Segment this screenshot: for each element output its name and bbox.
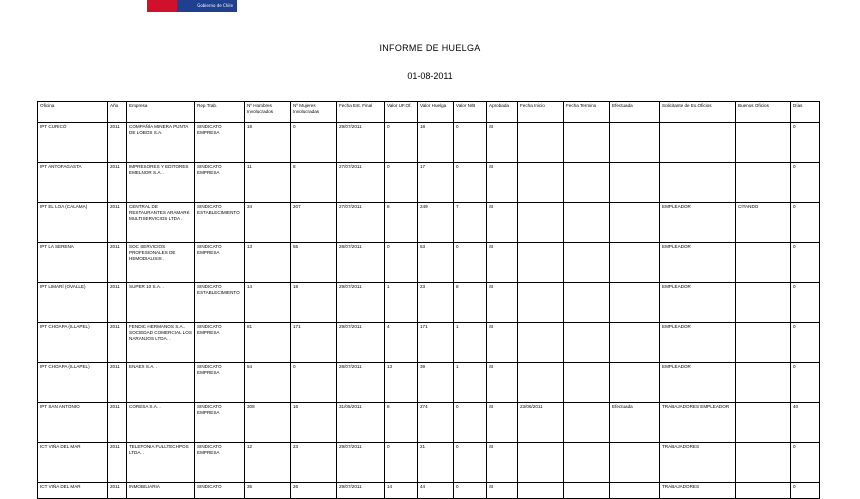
table-cell: COMPAÑÍA MINERA PUNTA DE LOBOS S.A. bbox=[127, 123, 195, 163]
table-cell bbox=[610, 123, 660, 163]
table-cell: SI bbox=[487, 323, 518, 363]
table-cell bbox=[564, 123, 610, 163]
table-cell: 29/07/2011 bbox=[337, 323, 385, 363]
table-cell: 14 bbox=[385, 483, 418, 499]
table-cell: 35 bbox=[245, 483, 291, 499]
table-cell: IPT CURICÓ bbox=[38, 123, 108, 163]
table-cell bbox=[518, 163, 564, 203]
table-cell bbox=[564, 443, 610, 483]
column-header: Efectuada bbox=[610, 102, 660, 123]
table-cell: 0 bbox=[454, 443, 487, 483]
table-header-row bbox=[38, 102, 820, 123]
column-header: Valor N/B bbox=[454, 102, 487, 123]
table-cell: SINDICATO EMPRESA bbox=[195, 363, 245, 403]
table-cell: SINDICATO EMPRESA bbox=[195, 123, 245, 163]
column-header: Días bbox=[791, 102, 820, 123]
table-cell: CORESA S.A. . bbox=[127, 403, 195, 443]
table-cell: IPT EL LOA (CALAMA) bbox=[38, 203, 108, 243]
table-cell: SI bbox=[487, 483, 518, 499]
table-cell bbox=[564, 323, 610, 363]
table-cell: 29/07/2011 bbox=[337, 123, 385, 163]
table-cell: 81 bbox=[245, 323, 291, 363]
table-cell: 53 bbox=[418, 243, 454, 283]
table-cell: EMPLEADOR bbox=[660, 283, 736, 323]
table-cell: TRABAJADORES EMPLEADOR bbox=[660, 403, 736, 443]
table-cell bbox=[736, 163, 791, 203]
table-cell bbox=[660, 163, 736, 203]
table-cell: 2011 bbox=[108, 203, 127, 243]
table-cell bbox=[660, 123, 736, 163]
column-header: Valor Huelga bbox=[418, 102, 454, 123]
table-row bbox=[38, 163, 820, 203]
table-cell: IPT ANTOFAGASTA bbox=[38, 163, 108, 203]
table-cell: SI bbox=[487, 123, 518, 163]
table-cell: TRABAJADORES bbox=[660, 483, 736, 499]
table-cell: 21 bbox=[418, 443, 454, 483]
column-header: Fecha Termino bbox=[564, 102, 610, 123]
table-row bbox=[38, 283, 820, 323]
table-cell: 54 bbox=[245, 363, 291, 403]
table-cell: 14 bbox=[245, 283, 291, 323]
table-cell bbox=[518, 283, 564, 323]
table-cell: INMOBILIARIA bbox=[127, 483, 195, 499]
table-cell bbox=[610, 483, 660, 499]
table-cell: SI bbox=[487, 443, 518, 483]
table-cell: 2011 bbox=[108, 123, 127, 163]
table-cell: 31/05/2011 bbox=[337, 403, 385, 443]
table-cell: 0 bbox=[291, 363, 337, 403]
table-cell: IPT CHOAPA (ILLAPEL) bbox=[38, 363, 108, 403]
table-cell: 0 bbox=[454, 163, 487, 203]
table-cell bbox=[736, 363, 791, 403]
table-cell: 29/07/2011 bbox=[337, 443, 385, 483]
table-cell: 7 bbox=[454, 203, 487, 243]
table-cell: 0 bbox=[454, 483, 487, 499]
table-cell bbox=[736, 483, 791, 499]
table-row bbox=[38, 443, 820, 483]
table-cell: CENTRAL DE RESTAURANTES ARAMARK MULTISERVICIOS LTDA . bbox=[127, 203, 195, 243]
table-cell: 13 bbox=[385, 363, 418, 403]
table-cell: 2011 bbox=[108, 483, 127, 499]
table-cell: IMPRESORES Y EDITORES EMELNOR S.A. . bbox=[127, 163, 195, 203]
table-cell: 23 bbox=[418, 283, 454, 323]
table-cell bbox=[564, 483, 610, 499]
table-cell: 2011 bbox=[108, 163, 127, 203]
table-cell: 4 bbox=[385, 323, 418, 363]
table-cell: TELEFONIA FULLTECHPOS LTDA. . bbox=[127, 443, 195, 483]
table-cell bbox=[518, 323, 564, 363]
table-cell: 0 bbox=[454, 123, 487, 163]
table-cell: 40 bbox=[791, 403, 820, 443]
column-header: Oficina bbox=[38, 102, 108, 123]
table-cell: 274 bbox=[418, 403, 454, 443]
logo-red-block bbox=[147, 0, 177, 12]
table-cell: 16 bbox=[291, 403, 337, 443]
table-cell: 2011 bbox=[108, 323, 127, 363]
table-cell: SI bbox=[487, 243, 518, 283]
report-title: INFORME DE HUELGA bbox=[379, 43, 481, 53]
table-cell: 39 bbox=[418, 363, 454, 403]
table-body bbox=[38, 123, 820, 499]
table-cell: 2011 bbox=[108, 443, 127, 483]
table-cell: SINDICATO EMPRESA bbox=[195, 163, 245, 203]
table-cell: 28/07/2011 bbox=[337, 363, 385, 403]
table-cell: CITANDO bbox=[736, 203, 791, 243]
table-cell: 23 bbox=[291, 443, 337, 483]
table-cell: SI bbox=[487, 203, 518, 243]
table-cell bbox=[610, 363, 660, 403]
table-cell bbox=[564, 363, 610, 403]
table-cell: Efectuada bbox=[610, 403, 660, 443]
table-cell: SINDICATO bbox=[195, 483, 245, 499]
column-header: Fecha Inicio bbox=[518, 102, 564, 123]
column-header: Rep.Trab. bbox=[195, 102, 245, 123]
table-cell: SINDICATO EMPRESA bbox=[195, 403, 245, 443]
table-cell bbox=[736, 323, 791, 363]
table-cell: SINDICATO EMPRESA bbox=[195, 443, 245, 483]
table-cell bbox=[564, 403, 610, 443]
table-cell: 27/07/2011 bbox=[337, 163, 385, 203]
table-cell: 23/06/2011 bbox=[518, 403, 564, 443]
table-cell: 0 bbox=[791, 163, 820, 203]
table-cell bbox=[518, 203, 564, 243]
table-cell bbox=[610, 243, 660, 283]
table-cell: 0 bbox=[791, 123, 820, 163]
strike-report-table bbox=[37, 101, 820, 499]
table-cell: 249 bbox=[418, 203, 454, 243]
table-cell: 28/07/2011 bbox=[337, 243, 385, 283]
table-cell bbox=[518, 123, 564, 163]
table-cell: 18 bbox=[291, 283, 337, 323]
table-cell: 26 bbox=[291, 483, 337, 499]
table-cell: SI bbox=[487, 403, 518, 443]
table-cell: 29/07/2011 bbox=[337, 283, 385, 323]
column-header: Fecha Est. Final bbox=[337, 102, 385, 123]
table-row bbox=[38, 203, 820, 243]
table-cell: SINDICATO ESTABLECIMIENTO bbox=[195, 283, 245, 323]
table-cell: 0 bbox=[791, 323, 820, 363]
table-cell: 2011 bbox=[108, 403, 127, 443]
column-header: Valor UF.Of. bbox=[385, 102, 418, 123]
logo-text: Gobierno de Chile bbox=[197, 3, 233, 8]
table-cell: SI bbox=[487, 283, 518, 323]
table-cell: TRABAJADORES bbox=[660, 443, 736, 483]
table-cell: 0 bbox=[385, 163, 418, 203]
table-cell: 8 bbox=[454, 283, 487, 323]
table-cell: 1 bbox=[454, 363, 487, 403]
table-cell: 0 bbox=[791, 283, 820, 323]
table-cell: ICT VIÑA DEL MAR bbox=[38, 443, 108, 483]
table-cell: 0 bbox=[385, 123, 418, 163]
table-cell: FENDIC HERMANOS S.A.. SOCIEDAD COMERCIAL LOS NARANJOS LTDA. . bbox=[127, 323, 195, 363]
column-header: Nº Hombres Involucrados bbox=[245, 102, 291, 123]
table-cell bbox=[610, 203, 660, 243]
column-header: Aprobada bbox=[487, 102, 518, 123]
gobierno-logo bbox=[147, 0, 237, 12]
column-header: Empresa bbox=[127, 102, 195, 123]
table-cell: 55 bbox=[291, 243, 337, 283]
table-cell: SINDICATO EMPRESA bbox=[195, 323, 245, 363]
table-cell: SINDICATO EMPRESA bbox=[195, 243, 245, 283]
table-cell: 1 bbox=[385, 283, 418, 323]
table-cell: 0 bbox=[791, 203, 820, 243]
table-cell: SI bbox=[487, 363, 518, 403]
table-cell bbox=[610, 443, 660, 483]
table-cell: 12 bbox=[245, 443, 291, 483]
column-header: Solicitante de Ex.Oficios bbox=[660, 102, 736, 123]
table-cell: EMPLEADOR bbox=[660, 243, 736, 283]
table-cell: 18 bbox=[418, 123, 454, 163]
table-row bbox=[38, 323, 820, 363]
table-cell: 13 bbox=[245, 243, 291, 283]
table-cell bbox=[564, 163, 610, 203]
table-cell bbox=[564, 203, 610, 243]
table-cell: 44 bbox=[418, 483, 454, 499]
table-cell: IPT LIMARÍ (OVALLE) bbox=[38, 283, 108, 323]
table-cell: IPT LA SERENA bbox=[38, 243, 108, 283]
table-cell: ENAEX S.A. . bbox=[127, 363, 195, 403]
table-row bbox=[38, 363, 820, 403]
table-cell bbox=[736, 443, 791, 483]
table-row bbox=[38, 483, 820, 499]
column-header: Buenos Oficios bbox=[736, 102, 791, 123]
table-cell: 0 bbox=[454, 243, 487, 283]
table-cell: 18 bbox=[245, 123, 291, 163]
table-cell: 0 bbox=[791, 243, 820, 283]
table-cell: 207 bbox=[291, 203, 337, 243]
column-header: Nº Mujeres Involucradas bbox=[291, 102, 337, 123]
table-cell: 11 bbox=[245, 163, 291, 203]
table-cell: IPT CHOAPA (ILLAPEL) bbox=[38, 323, 108, 363]
table-cell: 0 bbox=[791, 483, 820, 499]
table-cell: 8 bbox=[291, 163, 337, 203]
table-cell: 171 bbox=[418, 323, 454, 363]
table-cell bbox=[610, 283, 660, 323]
table-cell: EMPLEADOR bbox=[660, 363, 736, 403]
report-date: 01-08-2011 bbox=[407, 71, 453, 81]
table-cell bbox=[518, 443, 564, 483]
table-cell: 27/07/2011 bbox=[337, 203, 385, 243]
table-row bbox=[38, 123, 820, 163]
table-cell bbox=[564, 283, 610, 323]
table-cell: 2011 bbox=[108, 363, 127, 403]
table-cell: EMPLEADOR bbox=[660, 203, 736, 243]
table-cell bbox=[736, 283, 791, 323]
table-cell bbox=[736, 243, 791, 283]
table-cell: 17 bbox=[418, 163, 454, 203]
table-cell: 2011 bbox=[108, 283, 127, 323]
table-cell: 0 bbox=[291, 123, 337, 163]
table-cell: 0 bbox=[385, 243, 418, 283]
table-cell: 34 bbox=[245, 203, 291, 243]
table-cell bbox=[564, 243, 610, 283]
table-cell: SINDICATO ESTABLECIMIENTO bbox=[195, 203, 245, 243]
table-cell: SOC SERVICIOS PROFESIONALES DE HEMODIALISIS . bbox=[127, 243, 195, 283]
table-row bbox=[38, 403, 820, 443]
table-cell: IPT SAN ANTONIO bbox=[38, 403, 108, 443]
table-cell: 0 bbox=[791, 443, 820, 483]
table-cell bbox=[610, 163, 660, 203]
column-header: Año bbox=[108, 102, 127, 123]
table-cell: 8 bbox=[385, 203, 418, 243]
table-cell: 0 bbox=[454, 403, 487, 443]
table-cell: 308 bbox=[245, 403, 291, 443]
table-cell: EMPLEADOR bbox=[660, 323, 736, 363]
table-cell: SI bbox=[487, 163, 518, 203]
table-cell: ICT VIÑA DEL MAR bbox=[38, 483, 108, 499]
table-cell bbox=[518, 483, 564, 499]
table-cell bbox=[736, 403, 791, 443]
table-cell bbox=[610, 323, 660, 363]
table-cell: 29/07/2011 bbox=[337, 483, 385, 499]
table-cell: 8 bbox=[385, 403, 418, 443]
table-row bbox=[38, 243, 820, 283]
table-cell: 1 bbox=[454, 323, 487, 363]
table-cell bbox=[518, 243, 564, 283]
table-cell: 2011 bbox=[108, 243, 127, 283]
table-cell: 0 bbox=[791, 363, 820, 403]
table-cell bbox=[736, 123, 791, 163]
table-cell: 171 bbox=[291, 323, 337, 363]
table-cell: SUPER 10 S.A. . bbox=[127, 283, 195, 323]
table-cell: 0 bbox=[385, 443, 418, 483]
table-cell bbox=[518, 363, 564, 403]
